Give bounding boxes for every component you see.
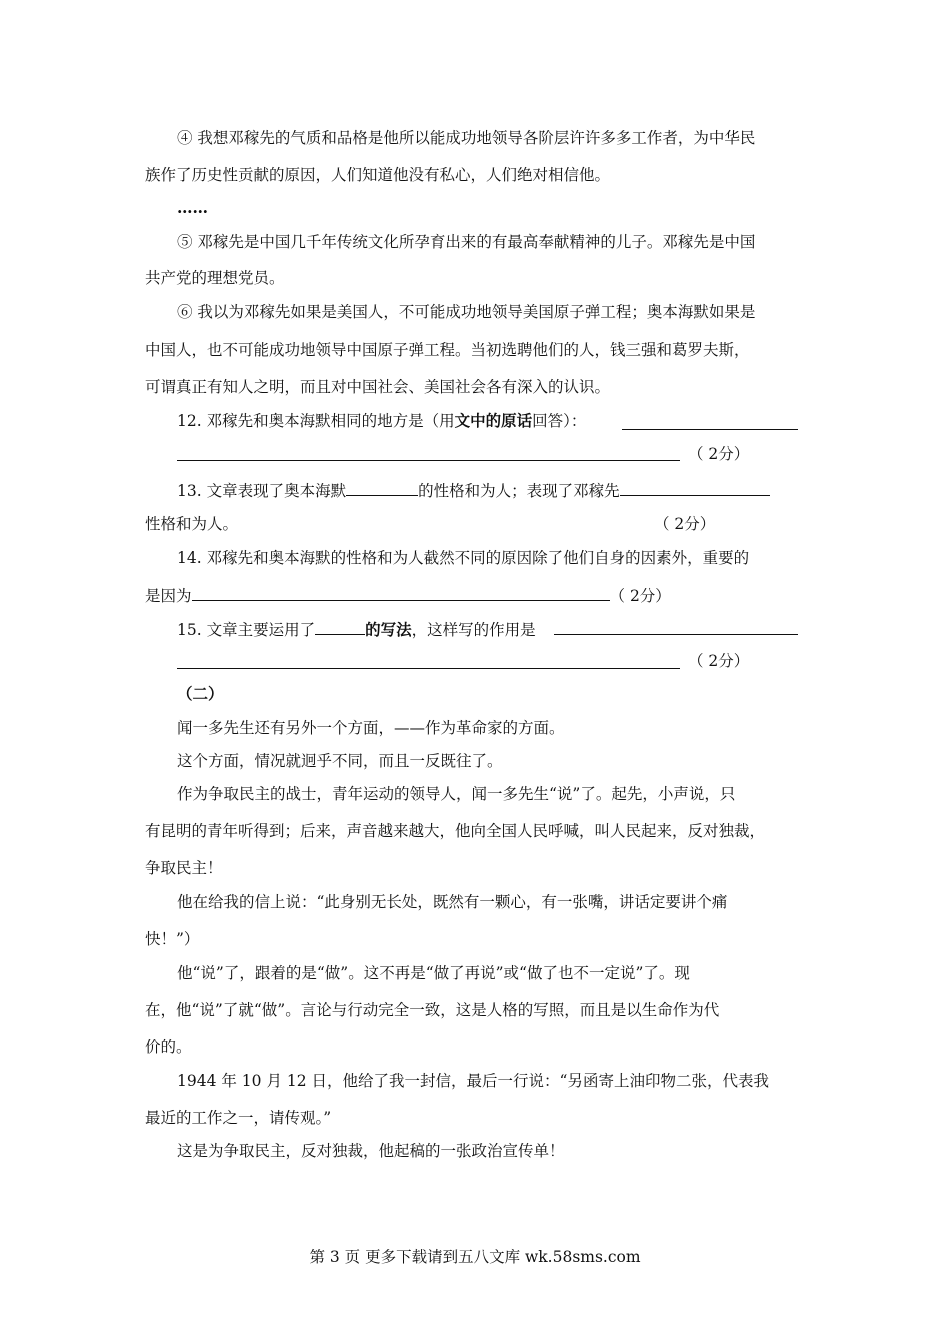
page-footer: 第 3 页 更多下载请到五八文库 wk.58sms.com <box>309 1248 641 1266</box>
passage2-line13: 这是为争取民主，反对独裁，他起稿的一张政治宣传单！ <box>177 1142 565 1160</box>
answer-blank-13a[interactable] <box>346 480 418 496</box>
question-14-score: （ 2分） <box>609 587 671 605</box>
passage1-p5-line2: 共产党的理想党员。 <box>145 269 285 287</box>
answer-blank-14[interactable] <box>192 585 610 601</box>
question-14-text-end: 是因为 <box>145 587 192 605</box>
question-13-end: 性格和为人。 <box>145 515 239 533</box>
question-12 <box>177 411 586 431</box>
passage1-p4-line1: ④ 我想邓稼先的气质和品格是他所以能成功地领导各阶层许许多多工作者，为中华民 <box>177 129 756 147</box>
passage1-p6-line3: 可谓真正有知人之明，而且对中国社会、美国社会各有深入的认识。 <box>145 378 611 396</box>
passage2-line4: 有昆明的青年听得到；后来，声音越来越大，他向全国人民呼喊，叫人民起来，反对独裁， <box>145 822 766 840</box>
question-15 <box>177 619 536 640</box>
question-15-score: （ 2分） <box>688 652 750 670</box>
passage2-line8: 他“说”了，跟着的是“做”。这不再是“做了再说”或“做了也不一定说”了。现 <box>177 964 690 982</box>
passage1-p5-line1: ⑤ 邓稼先是中国几千年传统文化所孕育出来的有最高奉献精神的儿子。邓稼先是中国 <box>177 233 756 251</box>
question-15-text: 15. 文章主要运用了 <box>177 621 316 639</box>
section-heading: （二） <box>177 684 224 703</box>
passage2-line10: 价的。 <box>145 1038 192 1056</box>
question-12-score: （ 2分） <box>688 445 750 463</box>
passage2-line5: 争取民主！ <box>145 859 223 877</box>
question-12-emphasis: 文中的原话 <box>454 411 533 430</box>
answer-blank-12a[interactable] <box>622 429 798 430</box>
passage1-p6-line2: 中国人，也不可能成功地领导中国原子弹工程。当初选聘他们的人，钱三强和葛罗夫斯， <box>145 341 750 359</box>
passage2-line12: 最近的工作之一，请传观。” <box>145 1109 332 1127</box>
question-13 <box>177 480 770 501</box>
passage2-line7: 快！”） <box>145 930 200 948</box>
question-14: 14. 邓稼先和奥本海默的性格和为人截然不同的原因除了他们自身的因素外，重要的 <box>177 549 750 567</box>
passage2-line11: 1944 年 10 月 12 日，他给了我一封信，最后一行说：“另函寄上油印物二张，代表我 <box>177 1072 769 1090</box>
question-13-text-mid: 的性格和为人；表现了邓稼先 <box>418 482 620 500</box>
passage1-p4-line2: 族作了历史性贡献的原因，人们知道他没有私心，人们绝对相信他。 <box>145 166 611 184</box>
answer-blank-12b[interactable] <box>177 460 680 461</box>
question-15-text-mid: ，这样写的作用是 <box>411 621 536 639</box>
question-12-text: 12. 邓稼先和奥本海默相同的地方是（用 <box>177 412 455 430</box>
passage2-line3: 作为争取民主的战士，青年运动的领导人，闻一多先生“说”了。起先，小声说，只 <box>177 785 736 803</box>
question-13-text: 13. 文章表现了奥本海默 <box>177 482 347 500</box>
answer-blank-13b[interactable] <box>620 480 770 496</box>
question-12-text-end: 回答）： <box>532 412 587 430</box>
passage2-line6: 他在给我的信上说：“此身别无长处，既然有一颗心，有一张嘴，讲话定要讲个痛 <box>177 893 728 911</box>
passage2-line9: 在，他“说”了就“做”。言论与行动完全一致，这是人格的写照，而且是以生命作为代 <box>145 1001 720 1019</box>
answer-blank-15b[interactable] <box>554 634 798 635</box>
passage1-p6-line1: ⑥ 我以为邓稼先如果是美国人，不可能成功地领导美国原子弹工程；奥本海默如果是 <box>177 303 756 321</box>
answer-blank-15c[interactable] <box>177 668 680 669</box>
passage2-line1: 闻一多先生还有另外一个方面，——作为革命家的方面。 <box>177 719 565 737</box>
passage2-line2: 这个方面，情况就迥乎不同，而且一反既往了。 <box>177 752 503 770</box>
ellipsis: …… <box>177 198 208 217</box>
question-13-score: （ 2分） <box>654 515 716 533</box>
question-15-emphasis: 的写法 <box>365 620 412 639</box>
question-14-line2 <box>145 585 671 606</box>
answer-blank-15a[interactable] <box>315 619 365 635</box>
